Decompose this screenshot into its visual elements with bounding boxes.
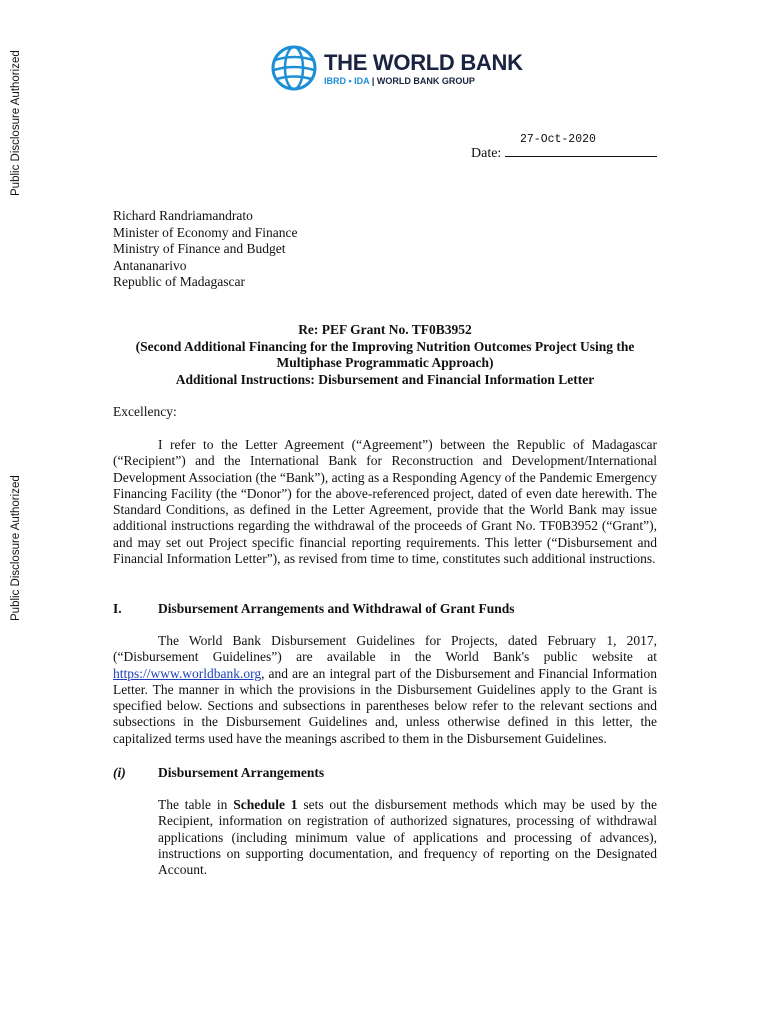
world-bank-logo [270, 44, 523, 92]
logo-ibrd: IBRD • IDA [324, 75, 370, 86]
subject-line: Re: PEF Grant No. TF0B3952 [298, 322, 472, 337]
salutation: Excellency: [113, 404, 177, 419]
disclosure-stamp-top: Public Disclosure Authorized [10, 50, 22, 196]
intro-paragraph: I refer to the Letter Agreement (“Agreement”) between the Republic of Madagascar (“Recipient”) and the International Bank for Reconstruction and Development/International Development Association (the “Bank”), acting as a Responding Agency of the Pandemic Emergency Financing Facility (the “Donor”) for the above-referenced project, dated of even date herewith. The Standard Conditions, as defined in the Letter Agreement, provide that the World Bank may issue additional instructions regarding the withdrawal of the proceeds of Grant No. TF0B3952 (“Grant”), and may set out Project specific financial reporting requirements. This letter (“Disbursement and Financial Information Letter”), as revised from time to time, constitutes such additional instructions. [113, 437, 657, 567]
subject-block [113, 322, 657, 388]
address-line: Ministry of Finance and Budget [113, 241, 286, 256]
subject-line: Multiphase Programmatic Approach) [276, 355, 494, 370]
globe-icon [270, 44, 318, 92]
schedule-paragraph [158, 797, 657, 878]
schedule-reference: Schedule 1 [233, 797, 298, 812]
subsection-number: (i) [113, 765, 126, 780]
address-line: Richard Randriamandrato [113, 208, 253, 223]
address-line: Republic of Madagascar [113, 274, 245, 289]
date-value: 27-Oct-2020 [520, 133, 596, 146]
paragraph-text: The table in [158, 797, 234, 812]
guidelines-paragraph [113, 633, 657, 747]
paragraph-text: , and are an integral part of the Disbursement and Financial Information Letter. The manner in which the provisions in the Disbursement Guidelines apply to the Grant is specified below. Sections and subsections in parentheses below refer to the relevant sections and subsections in the Disbursement Guidelines and, unless otherwise defined in this letter, the capitalized terms used have the meanings ascribed to them in the Disbursement Guidelines. [113, 665, 657, 746]
paragraph-text: The World Bank Disbursement Guidelines for Projects, dated February 1, 2017, (“Disbursement Guidelines”) are available in the World Bank's public website at [113, 633, 657, 665]
subsection-title: Disbursement Arrangements [158, 765, 325, 780]
date-underline [505, 144, 657, 157]
subject-line: Additional Instructions: Disbursement and Financial Information Letter [175, 371, 595, 387]
logo-group: WORLD BANK GROUP [376, 75, 475, 86]
subsection-heading [113, 765, 324, 781]
section-number: I. [113, 601, 122, 616]
date-row [471, 144, 657, 162]
section-title: Disbursement Arrangements and Withdrawal of Grant Funds [158, 601, 515, 616]
paragraph-text: sets out the disbursement methods which may be used by the Recipient, information on registration of authorized signatures, processing of withdrawal applications (including minimum value of applications and processing of advances), instructions on supporting documentation, and frequency of reporting on the Designated Account. [158, 797, 657, 878]
subject-line: (Second Additional Financing for the Improving Nutrition Outcomes Project Using the [135, 338, 635, 354]
recipient-address [113, 208, 297, 291]
logo-title: THE WORLD BANK [324, 49, 523, 75]
address-line: Antananarivo [113, 257, 187, 273]
section-heading [113, 601, 515, 617]
address-line: Minister of Economy and Finance [113, 224, 298, 240]
logo-subtitle: IBRD • IDA | WORLD BANK GROUP [324, 75, 475, 86]
worldbank-link[interactable]: https://www.worldbank.org [113, 665, 262, 681]
disclosure-stamp-middle: Public Disclosure Authorized [10, 475, 22, 621]
date-label: Date: [471, 146, 502, 161]
